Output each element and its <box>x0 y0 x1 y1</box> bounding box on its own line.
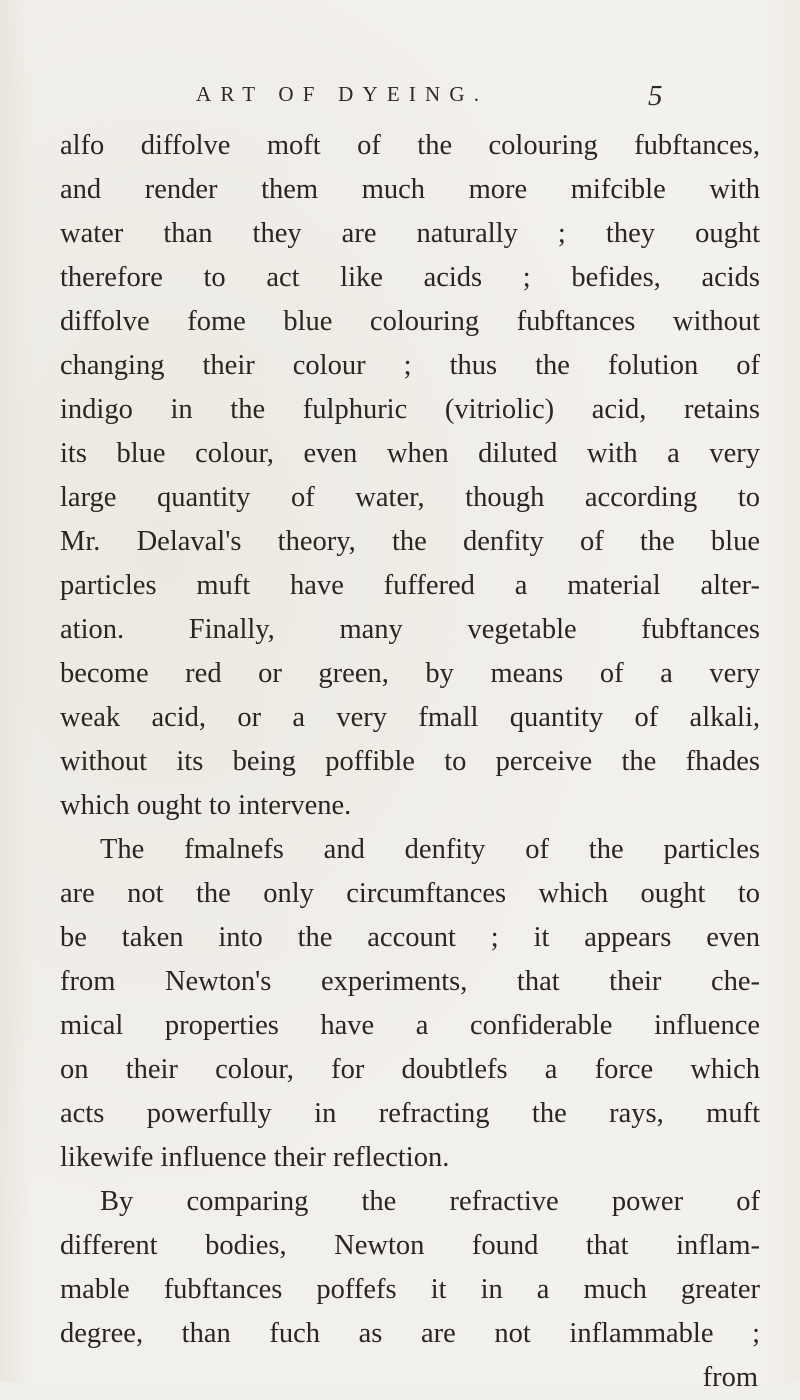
text-line: on their colour, for doubtlefs a force which <box>60 1054 760 1085</box>
text-line: alfo diffolve moft of the colouring fubftances, <box>60 130 760 161</box>
text-line: become red or green, by means of a very <box>60 658 760 689</box>
text-line: be taken into the account ; it appears even <box>60 922 760 953</box>
text-line: and render them much more mifcible with <box>60 174 760 205</box>
page-number: 5 <box>648 80 663 112</box>
text-line: are not the only circumftances which ought to <box>60 878 760 909</box>
text-line: degree, than fuch as are not inflammable ; <box>60 1318 760 1349</box>
text-line: weak acid, or a very fmall quantity of alkali, <box>60 702 760 733</box>
running-head <box>196 82 676 110</box>
catchword: from <box>702 1362 758 1393</box>
text-line: mable fubftances poffefs it in a much greater <box>60 1274 760 1305</box>
text-line: large quantity of water, though according to <box>60 482 760 513</box>
text-line: particles muft have fuffered a material alter- <box>60 570 760 601</box>
text-line: acts powerfully in refracting the rays, muft <box>60 1098 760 1129</box>
text-line: its blue colour, even when diluted with a very <box>60 438 760 469</box>
running-title: ART OF DYEING. <box>196 82 489 106</box>
text-line: from Newton's experiments, that their che- <box>60 966 760 997</box>
text-line: without its being poffible to perceive the fhades <box>60 746 760 777</box>
text-line: water than they are naturally ; they ought <box>60 218 760 249</box>
text-line: diffolve fome blue colouring fubftances without <box>60 306 760 337</box>
text-line: ation. Finally, many vegetable fubftances <box>60 614 760 645</box>
text-line: therefore to act like acids ; befides, acids <box>60 262 760 293</box>
text-line: different bodies, Newton found that inflam- <box>60 1230 760 1261</box>
text-line: Mr. Delaval's theory, the denfity of the blue <box>60 526 760 557</box>
paragraph-start-line: By comparing the refractive power of <box>100 1186 760 1217</box>
text-line: changing their colour ; thus the folution of <box>60 350 760 381</box>
paragraph-start-line: The fmalnefs and denfity of the particles <box>100 834 760 865</box>
text-line: likewife influence their reflection. <box>60 1142 450 1173</box>
body-text <box>60 124 760 1400</box>
text-line: which ought to intervene. <box>60 790 352 821</box>
text-line: indigo in the fulphuric (vitriolic) acid, retains <box>60 394 760 425</box>
text-line: mical properties have a confiderable influence <box>60 1010 760 1041</box>
